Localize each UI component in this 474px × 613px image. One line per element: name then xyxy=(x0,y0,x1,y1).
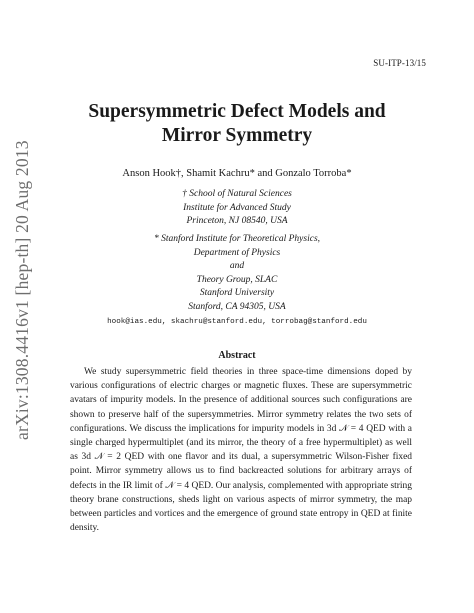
affiliation-line: Theory Group, SLAC xyxy=(196,274,278,285)
affiliation-line: * Stanford Institute for Theoretical Physics, xyxy=(153,234,321,244)
affiliation-ias xyxy=(60,188,414,229)
affiliation-line: Princeton, NJ 08540, USA xyxy=(186,216,288,226)
abstract-heading: Abstract xyxy=(218,350,256,361)
affiliation-stanford xyxy=(60,233,414,314)
affiliation-line: Department of Physics xyxy=(193,247,281,258)
affiliation-line: and xyxy=(229,261,245,271)
arxiv-identifier-stamp: arXiv:1308.4416v1 [hep-th] 20 Aug 2013 xyxy=(12,140,32,440)
abstract-body xyxy=(70,365,412,535)
abstract-paragraph: We study supersymmetric field theories in three space-time dimensions doped by various configurations of electric charges or magnetic fluxes. These are supersymmetric avatars of impurity models. In the presence of additional sources such configurations are shown to preserve half of the supersymmetries. Mirror symmetry relates the two sets of configurations. We discuss the implications for impurity models in 3d 𝒩 = 4 QED with a single charged hypermultiplet (and its mirror, the theory of a free hypermultiplet) as well as 3d 𝒩 = 2 QED with one flavor and its dual, a supersymmetric Wilson-Fisher fixed point. Mirror symmetry allows us to find backreacted solutions for arbitrary arrays of defects in the IR limit of 𝒩 = 4 QED. Our analysis, complemented with appropriate string theory brane constructions, sheds light on various aspects of mirror symmetry, the map between particles and vortices and the emergence of ground state entropy in QED at finite density. xyxy=(70,367,412,534)
paper-title xyxy=(60,100,414,148)
affiliation-line: Institute for Advanced Study xyxy=(183,202,291,213)
title-line: Mirror Symmetry xyxy=(161,125,313,146)
affiliation-line: Stanford University xyxy=(199,288,275,298)
author-emails: hook@ias.edu, skachru@stanford.edu, torrobag@stanford.edu xyxy=(107,318,367,326)
title-line: Supersymmetric Defect Models and xyxy=(88,101,386,122)
author-list: Anson Hook†, Shamit Kachru* and Gonzalo Torroba* xyxy=(122,168,352,179)
affiliation-line: Stanford, CA 94305, USA xyxy=(188,301,286,312)
report-number: SU-ITP-13/15 xyxy=(373,58,426,68)
affiliation-line: † School of Natural Sciences xyxy=(182,189,292,199)
